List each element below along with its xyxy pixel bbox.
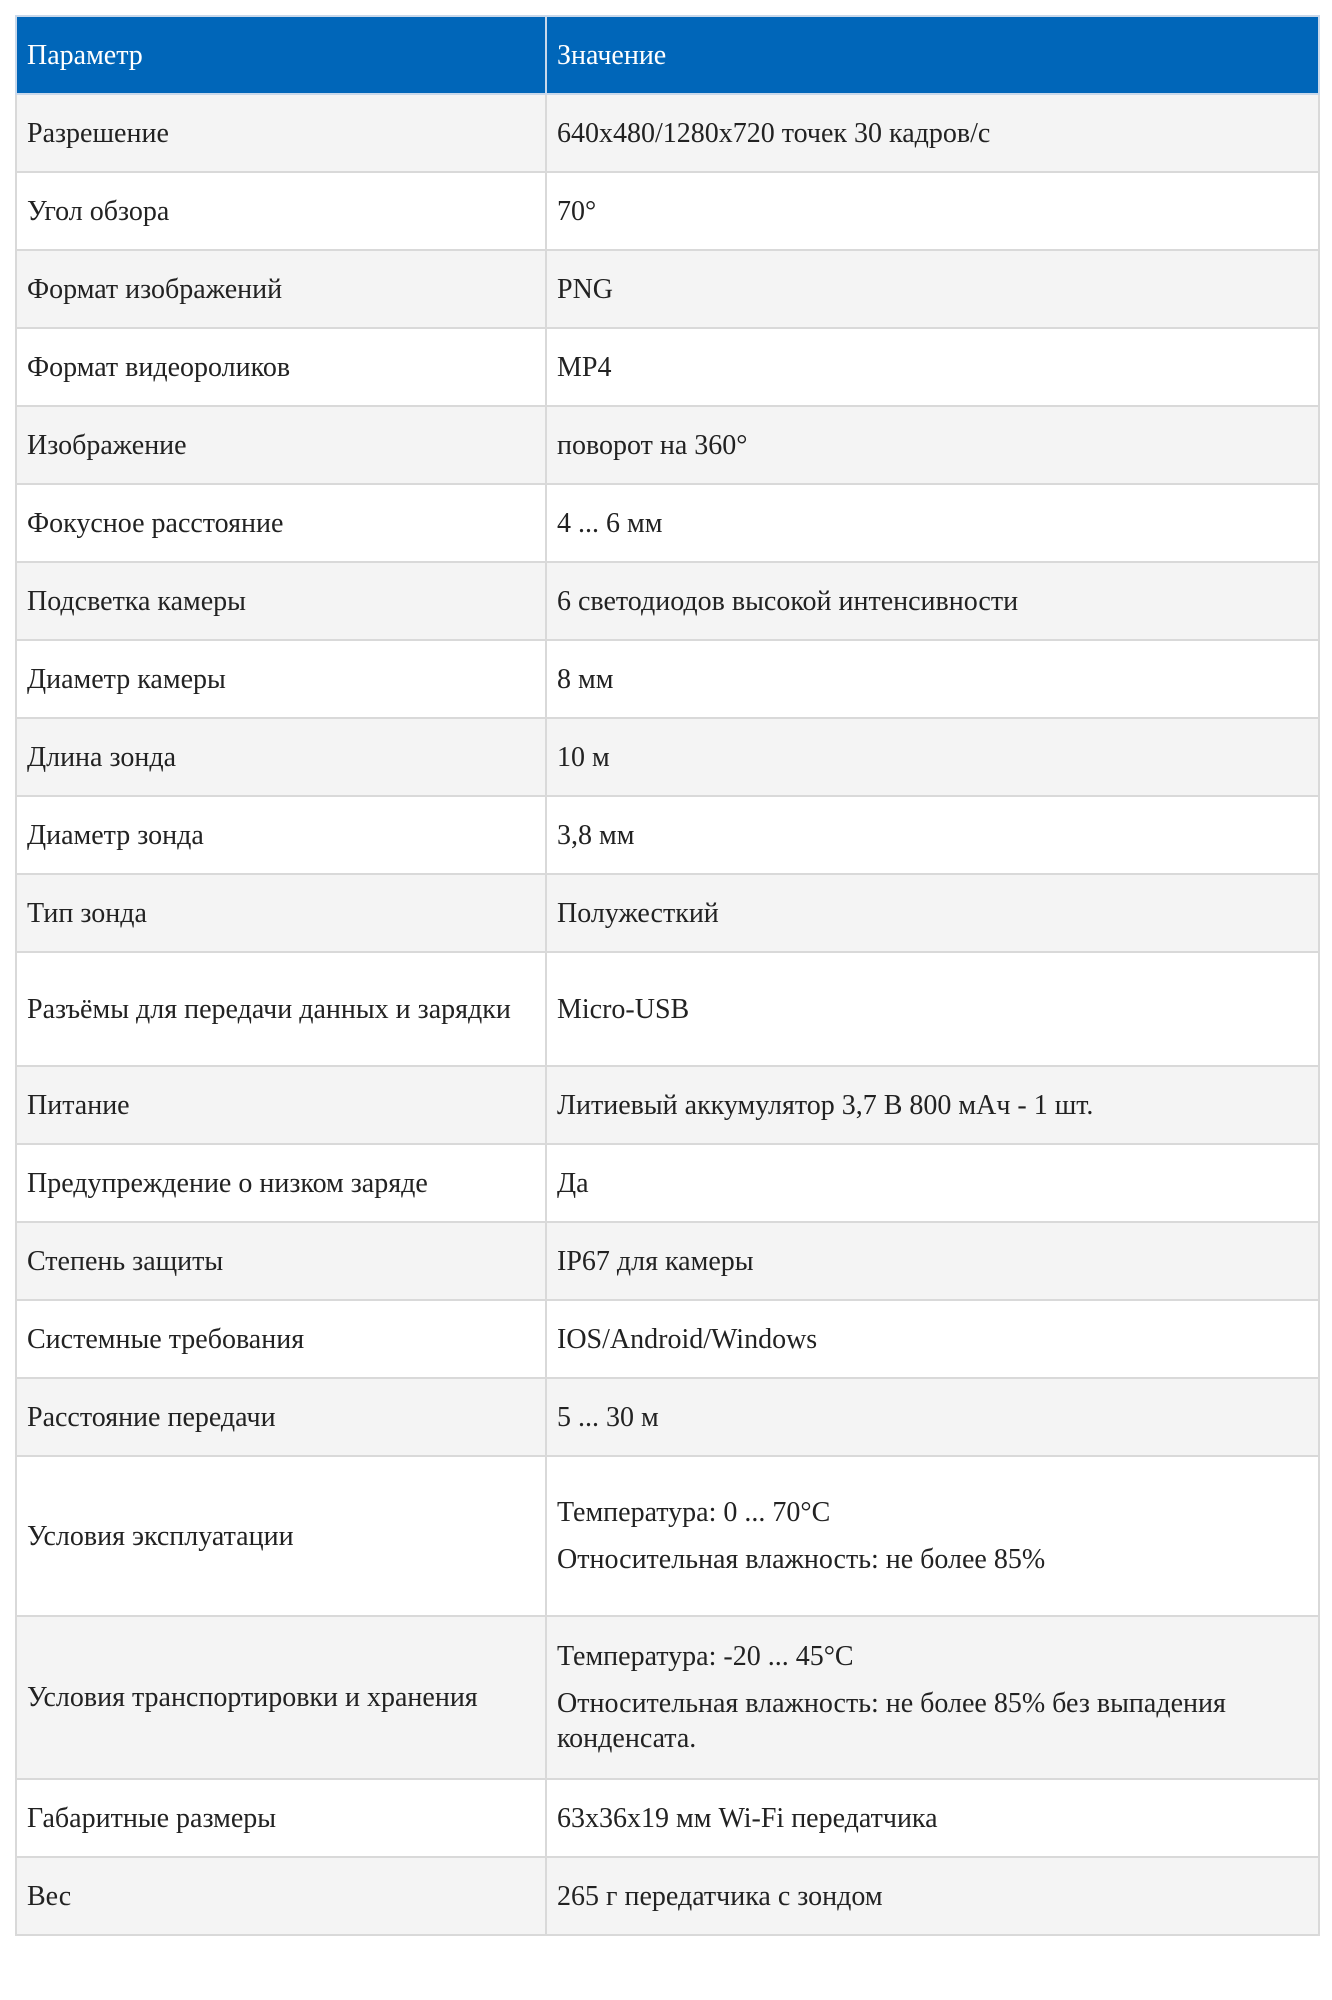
param-cell: Подсветка камеры [16,562,546,640]
value-line: 5 ... 30 м [557,1401,659,1433]
param-cell: Предупреждение о низком заряде [16,1144,546,1222]
table-row [16,1456,1319,1616]
value-cell [546,874,1319,952]
value-line: 4 ... 6 мм [557,507,663,539]
table-row [16,1779,1319,1857]
value-line: IOS/Android/Windows [557,1323,818,1355]
table-row [16,562,1319,640]
value-cell [546,796,1319,874]
table-row [16,1222,1319,1300]
value-cell [546,250,1319,328]
value-line: 63x36x19 мм Wi-Fi передатчика [557,1802,938,1834]
param-cell: Угол обзора [16,172,546,250]
param-cell: Диаметр зонда [16,796,546,874]
param-cell: Изображение [16,406,546,484]
value-cell [546,94,1319,172]
header-row [16,16,1319,94]
value-cell [546,1857,1319,1935]
specs-table-container [15,15,1318,1936]
value-cell [546,640,1319,718]
table-row [16,874,1319,952]
value-cell [546,952,1319,1066]
value-line: 6 светодиодов высокой интенсивности [557,585,1019,617]
table-header [16,16,1319,94]
value-cell [546,562,1319,640]
table-row [16,406,1319,484]
table-body [16,94,1319,1935]
param-cell: Габаритные размеры [16,1779,546,1857]
specs-table [15,15,1320,1936]
value-line: 10 м [557,741,610,773]
value-cell [546,1456,1319,1616]
param-cell: Длина зонда [16,718,546,796]
table-row [16,1616,1319,1779]
value-line: Относительная влажность: не более 85% без выпадения конденсата. [557,1688,1226,1754]
value-line: PNG [557,273,614,305]
value-cell [546,718,1319,796]
value-cell [546,406,1319,484]
table-row [16,250,1319,328]
value-line: Температура: 0 ... 70°C [557,1497,831,1528]
param-cell: Тип зонда [16,874,546,952]
value-line: Температура: -20 ... 45°C [557,1641,854,1672]
param-cell: Разрешение [16,94,546,172]
table-row [16,172,1319,250]
param-cell: Диаметр камеры [16,640,546,718]
value-line: Micro-USB [557,993,690,1025]
table-row [16,640,1319,718]
value-cell [546,1779,1319,1857]
header-value: Значение [546,16,1319,94]
table-row [16,328,1319,406]
value-line: поворот на 360° [557,429,748,461]
table-row [16,1144,1319,1222]
param-cell: Расстояние передачи [16,1378,546,1456]
param-cell: Формат изображений [16,250,546,328]
value-cell [546,328,1319,406]
value-cell [546,484,1319,562]
value-cell [546,1300,1319,1378]
table-row [16,1066,1319,1144]
param-cell: Условия транспортировки и хранения [16,1616,546,1779]
table-row [16,1300,1319,1378]
value-cell [546,1378,1319,1456]
value-cell [546,1616,1319,1779]
value-line: 265 г передатчика с зондом [557,1880,883,1912]
value-line: MP4 [557,351,612,383]
table-row [16,718,1319,796]
value-line: Относительная влажность: не более 85% [557,1544,1046,1575]
value-cell [546,1222,1319,1300]
param-cell: Питание [16,1066,546,1144]
value-cell [546,1066,1319,1144]
value-line: 70° [557,195,597,227]
value-line: Да [557,1167,589,1199]
table-row [16,1857,1319,1935]
table-row [16,796,1319,874]
table-row [16,952,1319,1066]
value-line: Полужесткий [557,897,719,929]
param-cell: Разъёмы для передачи данных и зарядки [16,952,546,1066]
value-line: IP67 для камеры [557,1245,754,1277]
header-param: Параметр [16,16,546,94]
value-cell [546,1144,1319,1222]
value-line: 8 мм [557,663,614,695]
value-line: 3,8 мм [557,819,635,851]
param-cell: Формат видеороликов [16,328,546,406]
table-row [16,484,1319,562]
value-line: Литиевый аккумулятор 3,7 В 800 мАч - 1 шт. [557,1089,1094,1121]
table-row [16,94,1319,172]
param-cell: Степень защиты [16,1222,546,1300]
param-cell: Условия эксплуатации [16,1456,546,1616]
table-row [16,1378,1319,1456]
value-line: 640x480/1280x720 точек 30 кадров/с [557,117,991,149]
value-cell [546,172,1319,250]
param-cell: Вес [16,1857,546,1935]
param-cell: Системные требования [16,1300,546,1378]
param-cell: Фокусное расстояние [16,484,546,562]
